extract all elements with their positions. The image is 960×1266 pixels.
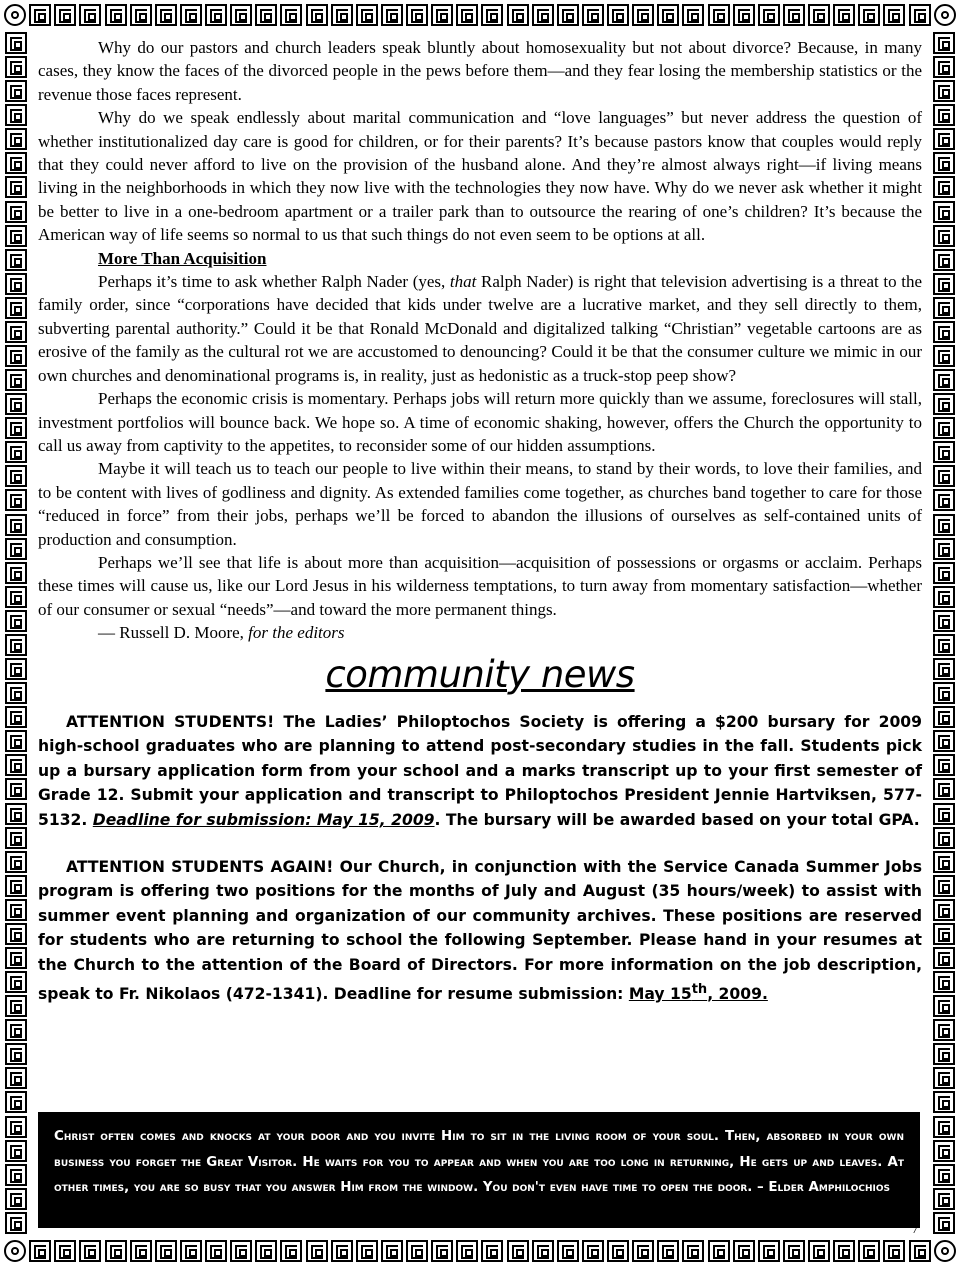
emphasis-text: that bbox=[449, 272, 477, 292]
greek-key-icon bbox=[933, 1091, 955, 1113]
greek-key-icon bbox=[5, 1188, 27, 1210]
greek-key-icon bbox=[5, 104, 27, 126]
article-paragraph: Why do our pastors and church leaders speak bluntly about homosexuality but not about divorce? Because, in many cases, they know the faces of the divorced people in the pews before them—and they fear losing the membership statistics or the revenue those faces represent. bbox=[38, 38, 922, 104]
greek-key-icon bbox=[5, 128, 27, 150]
greek-key-icon bbox=[933, 682, 955, 704]
greek-key-icon bbox=[933, 562, 955, 584]
greek-key-icon bbox=[5, 1140, 27, 1162]
greek-key-icon bbox=[5, 682, 27, 704]
greek-key-icon bbox=[255, 4, 277, 26]
greek-key-icon bbox=[5, 706, 27, 728]
article-paragraph: Perhaps we’ll see that life is about more than acquisition—acquisition of possessions or orgasms or acclaim. Perhaps these times will cause us, like our Lord Jesus in his wilderness temptations, to turn away from momentary satisfaction—whether of our consumer or sexual “needs”—and toward the more permanent things. bbox=[38, 552, 922, 619]
greek-key-icon bbox=[933, 1043, 955, 1065]
corner-ornament-icon bbox=[4, 1240, 26, 1262]
greek-key-icon bbox=[933, 1067, 955, 1089]
community-news-title: community news bbox=[325, 652, 635, 696]
quote-text: Christ often comes and knocks at your door and you invite Him to sit in the living room of your soul. Then, absorbed in your own business you forget the Great Visitor. He waits for you to appear and when you are too long in returning, He gets up and leaves. At other times, you are so busy that you answer Him from the window. You don't even have time to open the door. – Elder Amphilochios bbox=[54, 1129, 904, 1195]
greek-key-icon bbox=[933, 297, 955, 319]
greek-key-icon bbox=[54, 1240, 76, 1262]
greek-key-icon bbox=[632, 4, 654, 26]
greek-key-icon bbox=[306, 4, 328, 26]
greek-key-icon bbox=[933, 465, 955, 487]
greek-key-icon bbox=[708, 4, 730, 26]
greek-key-icon bbox=[105, 1240, 127, 1262]
signature-role: for the editors bbox=[248, 623, 345, 643]
greek-key-icon bbox=[5, 586, 27, 608]
greek-key-icon bbox=[5, 321, 27, 343]
greek-key-icon bbox=[5, 201, 27, 223]
greek-key-icon bbox=[909, 4, 931, 26]
greek-key-icon bbox=[130, 1240, 152, 1262]
greek-key-icon bbox=[5, 971, 27, 993]
greek-key-icon bbox=[858, 1240, 880, 1262]
greek-key-icon bbox=[933, 321, 955, 343]
greek-key-icon bbox=[79, 1240, 101, 1262]
greek-key-icon bbox=[155, 1240, 177, 1262]
greek-key-icon bbox=[758, 4, 780, 26]
greek-key-icon bbox=[5, 32, 27, 54]
greek-key-icon bbox=[306, 1240, 328, 1262]
greek-key-icon bbox=[933, 152, 955, 174]
greek-key-icon bbox=[356, 1240, 378, 1262]
greek-key-icon bbox=[29, 1240, 51, 1262]
greek-key-icon bbox=[5, 610, 27, 632]
news-deadline bbox=[628, 981, 768, 1003]
greek-key-icon bbox=[933, 634, 955, 656]
greek-key-icon bbox=[933, 1019, 955, 1041]
news-item bbox=[38, 855, 922, 1007]
greek-key-icon bbox=[5, 730, 27, 752]
greek-key-icon bbox=[431, 1240, 453, 1262]
greek-key-icon bbox=[5, 803, 27, 825]
paragraph-text: Ralph Nader) is right that television advertising is a threat to the family order, since “corporations have decided that kids under twelve are a lucrative market, and they sell directly to them, subverting parental authority.” Could it be that Ronald McDonald and digitalized talking “Christian” vegetable cartoons are as erosive of the family as the cultural rot we are accustomed to denouncing? Could it be that the consumer culture we mimic in our own churches and denominational programs is, in reality, just as hedonistic as a truck-stop peep show? bbox=[38, 272, 922, 385]
greek-key-icon bbox=[5, 875, 27, 897]
greek-key-icon bbox=[180, 1240, 202, 1262]
greek-key-icon bbox=[5, 1116, 27, 1138]
greek-key-icon bbox=[406, 4, 428, 26]
greek-key-icon bbox=[632, 1240, 654, 1262]
greek-key-icon bbox=[356, 4, 378, 26]
corner-ornament-icon bbox=[934, 4, 956, 26]
greek-key-icon bbox=[933, 104, 955, 126]
greek-key-icon bbox=[933, 851, 955, 873]
greek-key-icon bbox=[933, 730, 955, 752]
ordinal-suffix: th bbox=[691, 981, 708, 997]
news-item bbox=[38, 710, 922, 833]
greek-key-icon bbox=[5, 562, 27, 584]
greek-key-icon bbox=[783, 4, 805, 26]
greek-key-icon bbox=[833, 4, 855, 26]
greek-key-icon bbox=[205, 4, 227, 26]
greek-key-icon bbox=[733, 4, 755, 26]
greek-key-icon bbox=[933, 971, 955, 993]
page-number: 7 bbox=[912, 1222, 918, 1236]
greek-key-icon bbox=[808, 1240, 830, 1262]
editorial-article bbox=[38, 36, 922, 645]
greek-key-icon bbox=[858, 4, 880, 26]
greek-key-icon bbox=[5, 345, 27, 367]
greek-key-icon bbox=[783, 1240, 805, 1262]
deadline-year: , 2009. bbox=[707, 984, 768, 1003]
section-heading: More Than Acquisition bbox=[98, 248, 267, 268]
article-paragraph: Perhaps the economic crisis is momentary. Perhaps jobs will return more quickly than we assume, foreclosures will stall, investment portfolios will bounce back. We hope so. A time of economic shaking, however, offers the Church the opportunity to call us away from captivity to the appetites, to reconsider some of our hidden assumptions. bbox=[38, 389, 922, 455]
greek-key-icon bbox=[5, 225, 27, 247]
greek-key-icon bbox=[532, 1240, 554, 1262]
greek-key-icon bbox=[933, 754, 955, 776]
greek-key-icon bbox=[5, 56, 27, 78]
greek-key-icon bbox=[933, 514, 955, 536]
greek-key-icon bbox=[933, 1116, 955, 1138]
greek-key-icon bbox=[5, 1043, 27, 1065]
greek-key-icon bbox=[682, 1240, 704, 1262]
greek-key-icon bbox=[5, 369, 27, 391]
greek-key-icon bbox=[933, 923, 955, 945]
greek-key-icon bbox=[54, 4, 76, 26]
greek-key-icon bbox=[5, 1067, 27, 1089]
greek-key-icon bbox=[708, 1240, 730, 1262]
greek-key-icon bbox=[5, 538, 27, 560]
paragraph-text: Perhaps it’s time to ask whether Ralph Nader (yes, bbox=[98, 272, 450, 292]
greek-key-icon bbox=[933, 393, 955, 415]
corner-ornament-icon bbox=[4, 4, 26, 26]
greek-key-icon bbox=[5, 923, 27, 945]
greek-key-icon bbox=[933, 899, 955, 921]
greek-key-icon bbox=[933, 538, 955, 560]
greek-key-icon bbox=[682, 4, 704, 26]
greek-key-icon bbox=[582, 4, 604, 26]
greek-key-icon bbox=[733, 1240, 755, 1262]
news-deadline: Deadline for submission: May 15, 2009 bbox=[92, 810, 435, 829]
greek-key-icon bbox=[5, 273, 27, 295]
greek-key-icon bbox=[933, 947, 955, 969]
greek-key-icon bbox=[883, 1240, 905, 1262]
greek-key-icon bbox=[557, 1240, 579, 1262]
greek-key-icon bbox=[507, 4, 529, 26]
article-paragraph bbox=[38, 270, 922, 387]
deadline-date: May 15 bbox=[628, 984, 692, 1003]
greek-key-icon bbox=[933, 586, 955, 608]
greek-key-icon bbox=[507, 1240, 529, 1262]
page-content bbox=[38, 36, 922, 1028]
greek-key-icon bbox=[933, 778, 955, 800]
greek-key-icon bbox=[5, 995, 27, 1017]
greek-key-icon bbox=[607, 4, 629, 26]
greek-key-icon bbox=[933, 225, 955, 247]
greek-key-icon bbox=[582, 1240, 604, 1262]
greek-key-icon bbox=[933, 1188, 955, 1210]
greek-key-icon bbox=[933, 201, 955, 223]
greek-key-icon bbox=[5, 80, 27, 102]
greek-key-icon bbox=[280, 4, 302, 26]
news-text: . The bursary will be awarded based on your total GPA. bbox=[434, 810, 920, 829]
greek-key-icon bbox=[933, 32, 955, 54]
greek-key-icon bbox=[5, 1019, 27, 1041]
greek-key-icon bbox=[5, 249, 27, 271]
greek-key-icon bbox=[933, 345, 955, 367]
greek-key-icon bbox=[933, 803, 955, 825]
greek-key-icon bbox=[230, 4, 252, 26]
greek-key-icon bbox=[5, 441, 27, 463]
greek-key-icon bbox=[933, 1140, 955, 1162]
greek-key-icon bbox=[607, 1240, 629, 1262]
border-top bbox=[0, 0, 960, 30]
greek-key-icon bbox=[130, 4, 152, 26]
news-text: ATTENTION STUDENTS! The Ladies’ Philoptochos Society is offering a $200 bursary for 2009 high-school graduates who are planning to attend post-secondary studies in the fall. Students pick up a bursary application form from your school and a marks transcript up to your first semester of Grade 12. Submit your application and transcript to Philoptochos President Jennie Hartviksen, 577-5132. bbox=[38, 712, 922, 829]
greek-key-icon bbox=[481, 1240, 503, 1262]
article-signature bbox=[38, 621, 922, 644]
greek-key-icon bbox=[933, 56, 955, 78]
greek-key-icon bbox=[381, 4, 403, 26]
greek-key-icon bbox=[933, 995, 955, 1017]
greek-key-icon bbox=[933, 706, 955, 728]
community-news bbox=[38, 710, 922, 1007]
greek-key-icon bbox=[481, 4, 503, 26]
corner-ornament-icon bbox=[934, 1240, 956, 1262]
greek-key-icon bbox=[5, 514, 27, 536]
greek-key-icon bbox=[933, 80, 955, 102]
greek-key-icon bbox=[5, 634, 27, 656]
greek-key-icon bbox=[5, 899, 27, 921]
greek-key-icon bbox=[5, 176, 27, 198]
greek-key-icon bbox=[933, 489, 955, 511]
greek-key-icon bbox=[5, 417, 27, 439]
greek-key-icon bbox=[933, 273, 955, 295]
greek-key-icon bbox=[5, 1212, 27, 1234]
greek-key-icon bbox=[557, 4, 579, 26]
greek-key-icon bbox=[758, 1240, 780, 1262]
greek-key-icon bbox=[155, 4, 177, 26]
greek-key-icon bbox=[657, 1240, 679, 1262]
greek-key-icon bbox=[833, 1240, 855, 1262]
greek-key-icon bbox=[933, 176, 955, 198]
greek-key-icon bbox=[933, 249, 955, 271]
greek-key-icon bbox=[381, 1240, 403, 1262]
greek-key-icon bbox=[456, 4, 478, 26]
greek-key-icon bbox=[331, 1240, 353, 1262]
news-text: ATTENTION STUDENTS AGAIN! Our Church, in conjunction with the Service Canada Summer Jobs program is offering two positions for the months of July and August (35 hours/week) to assist with summer event planning and organization of our community archives. These positions are reserved for students who are returning to school the following September. Please hand in your resumes at the Church to the attention of the Board of Directors. For more information on the job description, speak to Fr. Nikolaos (472-1341). Deadline for resume submission: bbox=[38, 857, 922, 1003]
greek-key-icon bbox=[5, 1091, 27, 1113]
greek-key-icon bbox=[456, 1240, 478, 1262]
greek-key-icon bbox=[933, 658, 955, 680]
greek-key-icon bbox=[5, 658, 27, 680]
article-paragraph: Maybe it will teach us to teach our people to live within their means, to stand by their words, to love their families, and to be content with lives of godliness and dignity. As extended families come together, as churches band together to care for those “reduced in force” from their jobs, perhaps we’ll be forced to abandon the illusions of ourselves as self-contained units of production and consumption. bbox=[38, 459, 922, 549]
greek-key-icon bbox=[5, 947, 27, 969]
greek-key-icon bbox=[5, 489, 27, 511]
greek-key-icon bbox=[933, 875, 955, 897]
greek-key-icon bbox=[5, 465, 27, 487]
greek-key-icon bbox=[5, 297, 27, 319]
greek-key-icon bbox=[280, 1240, 302, 1262]
greek-key-icon bbox=[933, 827, 955, 849]
greek-key-icon bbox=[5, 827, 27, 849]
greek-key-icon bbox=[331, 4, 353, 26]
greek-key-icon bbox=[105, 4, 127, 26]
greek-key-icon bbox=[933, 1212, 955, 1234]
greek-key-icon bbox=[532, 4, 554, 26]
greek-key-icon bbox=[5, 851, 27, 873]
greek-key-icon bbox=[808, 4, 830, 26]
greek-key-icon bbox=[933, 441, 955, 463]
border-bottom bbox=[0, 1236, 960, 1266]
greek-key-icon bbox=[5, 778, 27, 800]
greek-key-icon bbox=[29, 4, 51, 26]
greek-key-icon bbox=[230, 1240, 252, 1262]
greek-key-icon bbox=[933, 128, 955, 150]
greek-key-icon bbox=[933, 417, 955, 439]
greek-key-icon bbox=[180, 4, 202, 26]
greek-key-icon bbox=[406, 1240, 428, 1262]
greek-key-icon bbox=[5, 393, 27, 415]
signature-name: — Russell D. Moore, bbox=[98, 623, 249, 643]
article-paragraph: Why do we speak endlessly about marital communication and “love languages” but never address the question of whether institutionalized day care is good for children, or for their parents? It’s because pastors know that couples would reply that they could never afford to live on the provision of the husband alone. And they’re almost always right—if living means living in the neighborhoods in which they now live with the technologies they now have. Why do we never ask whether it might be better to live in a one-bedroom apartment or a trailer park than to outsource the rearing of one’s children? It’s because the American way of life seems so normal to us that such things do not even seem to be options at all. bbox=[38, 108, 922, 245]
greek-key-icon bbox=[909, 1240, 931, 1262]
border-left bbox=[2, 30, 30, 1236]
greek-key-icon bbox=[5, 152, 27, 174]
greek-key-icon bbox=[933, 610, 955, 632]
greek-key-icon bbox=[5, 754, 27, 776]
greek-key-icon bbox=[431, 4, 453, 26]
greek-key-icon bbox=[5, 1164, 27, 1186]
greek-key-icon bbox=[933, 369, 955, 391]
border-right bbox=[930, 30, 958, 1236]
quote-box bbox=[38, 1112, 920, 1228]
greek-key-icon bbox=[79, 4, 101, 26]
greek-key-icon bbox=[657, 4, 679, 26]
greek-key-icon bbox=[205, 1240, 227, 1262]
greek-key-icon bbox=[883, 4, 905, 26]
greek-key-icon bbox=[933, 1164, 955, 1186]
greek-key-icon bbox=[255, 1240, 277, 1262]
